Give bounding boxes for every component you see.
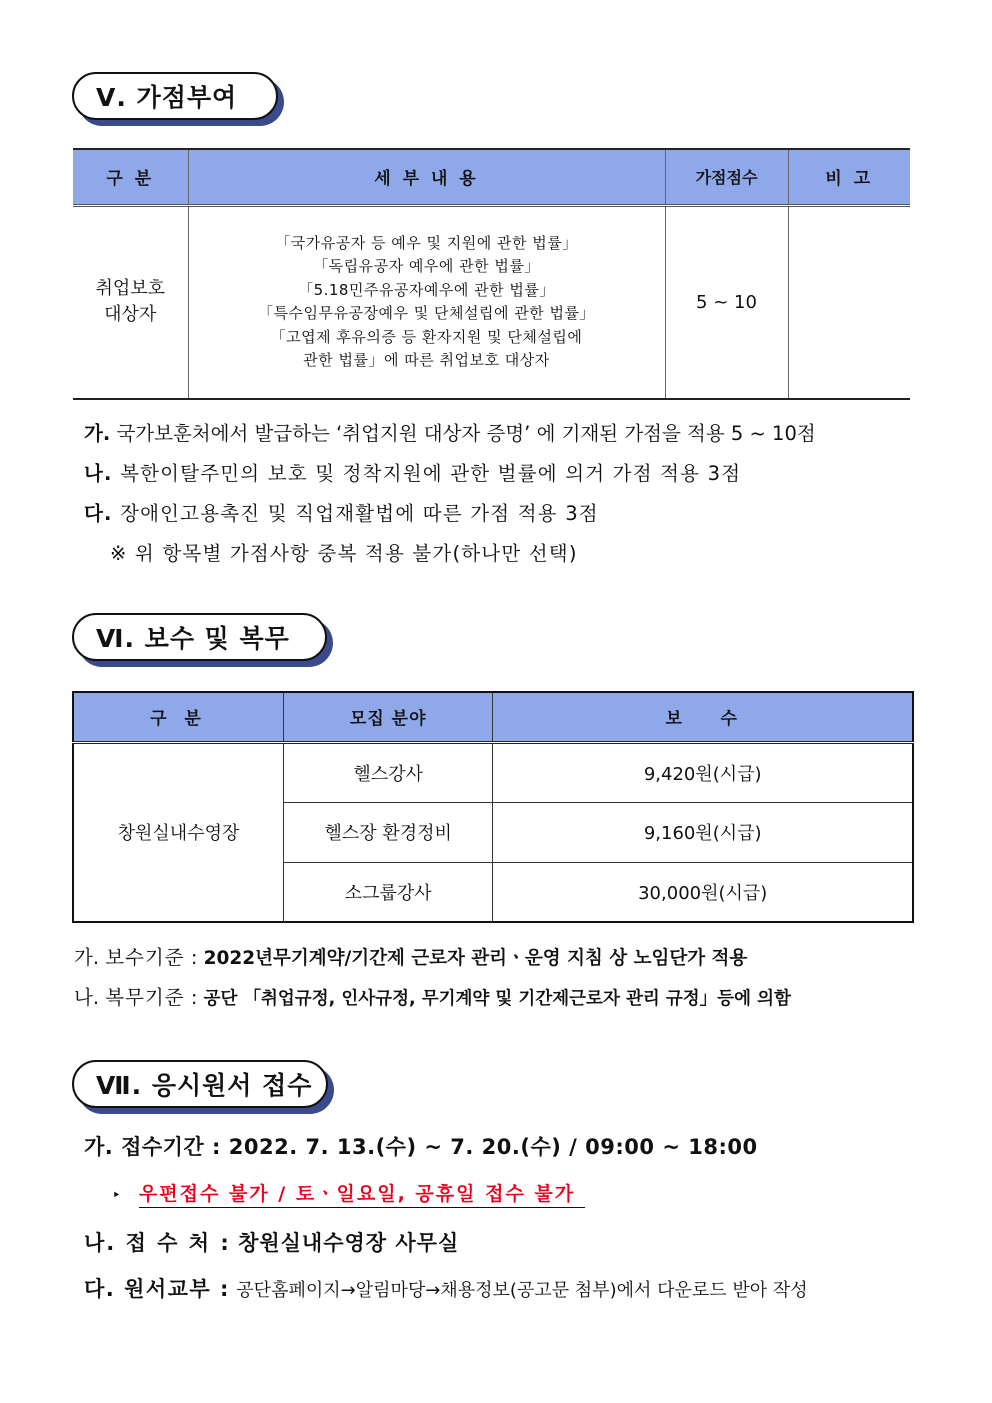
item-marker: 가. [84, 422, 111, 445]
row-pay: 9,160원(시급) [493, 802, 913, 862]
bonus-note: ※ 위 항목별 가점사항 중복 적용 불가(하나만 선택) [110, 542, 578, 565]
detail-line: 관한 법률」에 따른 취업보호 대상자 [303, 351, 550, 370]
period-label: 가. 접수기간 : [84, 1135, 221, 1159]
item-text: 장애인고용촉진 및 직업재활법에 따른 가점 적용 3점 [120, 502, 599, 525]
row-field: 소그룹강사 [283, 862, 492, 922]
detail-line: 「고엽제 후유의증 등 환자지원 및 단체설립에 [270, 327, 583, 346]
detail-line: 「국가유공자 등 예우 및 지원에 관한 법률」 [275, 233, 578, 252]
pay-item [74, 942, 747, 970]
detail-line: 「독립유공자 예우에 관한 법률」 [313, 257, 540, 276]
item-label: 복무기준 [105, 986, 185, 1009]
header-field: 모집 분야 [283, 692, 492, 742]
form-value: 공단홈페이지→알림마당→채용정보(공고문 첨부)에서 다운로드 받아 작성 [236, 1280, 808, 1301]
item-colon: : [190, 946, 198, 969]
item-text: 2022년무기계약/기간제 근로자 관리ㆍ운영 지침 상 노임단가 적용 [203, 948, 748, 969]
table-header-row [73, 692, 913, 742]
warning-line [112, 1179, 585, 1206]
item-marker: 다. [84, 502, 113, 525]
item-text: 국가보훈처에서 발급하는 ‘취업지원 대상자 증명’ 에 기재된 가점을 적용 5 ~ 10점 [116, 422, 816, 445]
header-points: 가점점수 [665, 149, 788, 205]
row-category: 창원실내수영장 [73, 742, 283, 922]
form-label: 다. 원서교부 : [84, 1277, 230, 1301]
header-category: 구 분 [73, 149, 188, 205]
row-pay: 9,420원(시급) [493, 742, 913, 802]
table-header-row [73, 149, 910, 205]
row-category [73, 205, 188, 399]
pay-table [72, 691, 914, 923]
place-value: 창원실내수영장 사무실 [238, 1231, 460, 1255]
bonus-points-table [73, 148, 910, 400]
detail-line: 「5.18민주유공자예우에 관한 법률」 [298, 280, 555, 299]
section-5-title: Ⅴ. 가점부여 [72, 72, 278, 120]
item-marker: 나. [84, 462, 113, 485]
place-label: 나. 접 수 처 : [84, 1231, 231, 1255]
section-7-header [72, 1060, 328, 1108]
bullet-icon: ‣ [112, 1186, 121, 1204]
item-colon: : [190, 986, 198, 1009]
row-pay: 30,000원(시급) [493, 862, 913, 922]
section-7-title: Ⅶ. 응시원서 접수 [72, 1060, 328, 1108]
warning-text: 우편접수 불가 / 토ㆍ일요일, 공휴일 접수 불가 [139, 1183, 585, 1208]
application-period [84, 1131, 758, 1161]
item-marker: 가. [74, 946, 100, 969]
row-details [188, 205, 665, 399]
header-pay: 보 수 [493, 692, 913, 742]
table-row [73, 205, 910, 399]
item-marker: 나. [74, 986, 100, 1009]
period-value: 2022. 7. 13.(수) ~ 7. 20.(수) / 09:00 ~ 18:00 [228, 1135, 758, 1159]
section-5-header [72, 72, 278, 120]
section-6-title: Ⅵ. 보수 및 복무 [72, 613, 327, 661]
header-category: 구 분 [73, 692, 283, 742]
category-line: 취업보호 [95, 278, 166, 300]
item-label: 보수기준 [105, 946, 185, 969]
bonus-item [84, 498, 599, 526]
row-points: 5 ~ 10 [665, 205, 788, 399]
section-6-header [72, 613, 327, 661]
application-place [84, 1227, 459, 1257]
header-note: 비 고 [788, 149, 910, 205]
table-row [73, 742, 913, 802]
item-text: 공단 「취업규정, 인사규정, 무기계약 및 기간제근로자 관리 규정」등에 의함 [203, 989, 791, 1009]
row-note [788, 205, 910, 399]
detail-line: 「특수임무유공장예우 및 단체설립에 관한 법률」 [258, 304, 595, 323]
row-field: 헬스장 환경정비 [283, 802, 492, 862]
category-line: 대상자 [104, 304, 157, 326]
bonus-item [84, 458, 741, 486]
header-details: 세 부 내 용 [188, 149, 665, 205]
bonus-item [84, 418, 816, 446]
row-field: 헬스강사 [283, 742, 492, 802]
item-text: 복한이탈주민의 보호 및 정착지원에 관한 벌률에 의거 가점 적용 3점 [120, 462, 742, 485]
pay-item [74, 982, 791, 1010]
application-form [84, 1273, 808, 1303]
